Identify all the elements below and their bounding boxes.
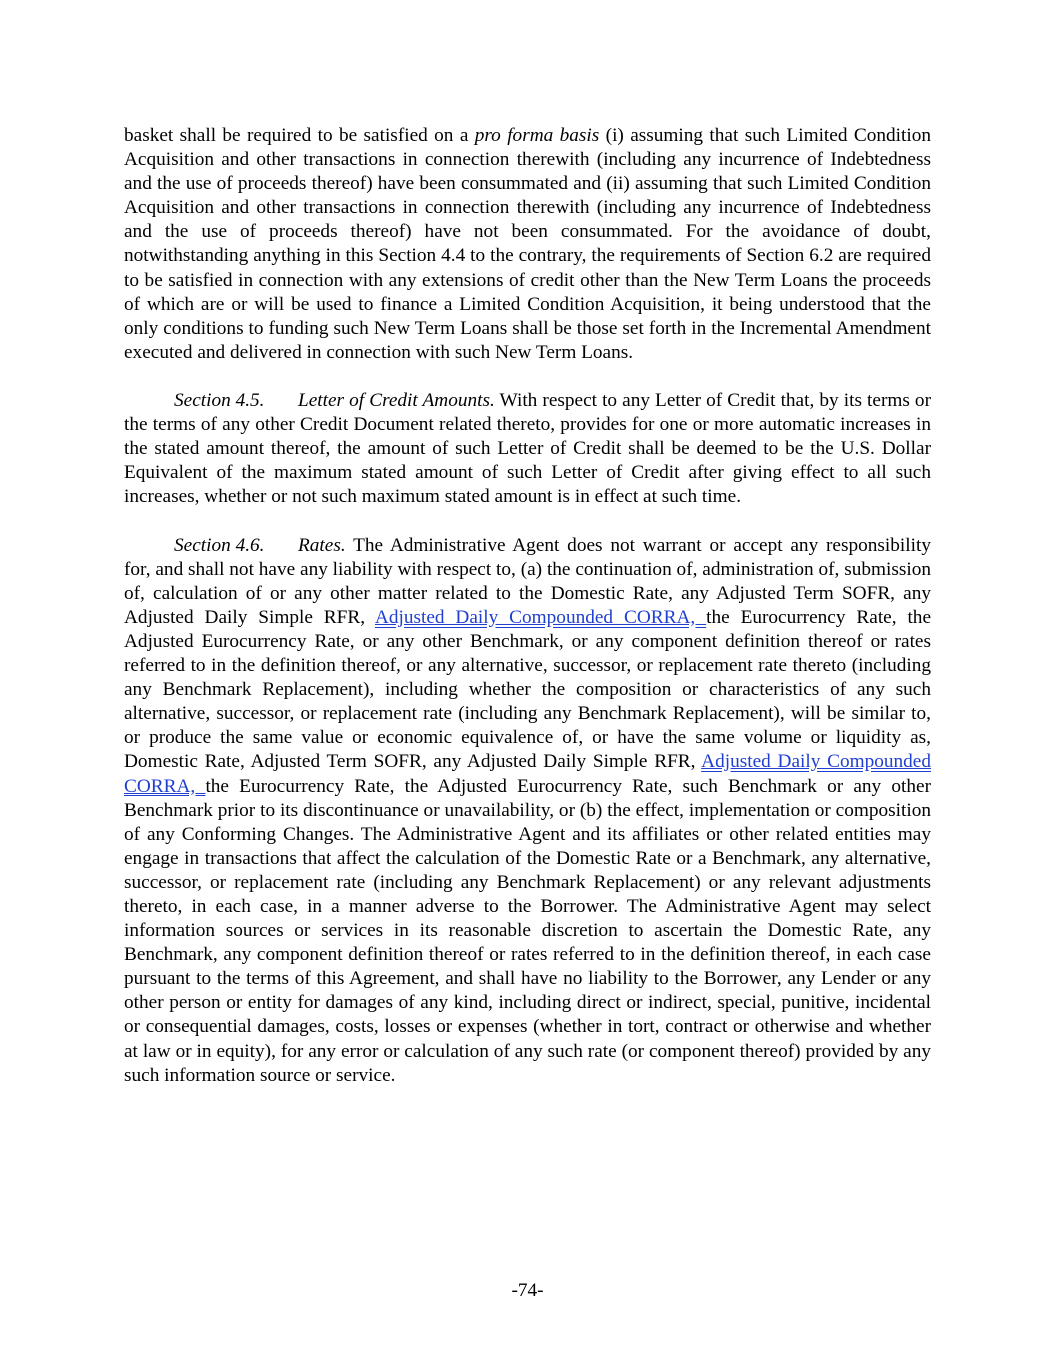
pro-forma-italic: pro forma basis [474, 125, 600, 146]
continuation-text-2: (i) assuming that such Limited Condition Acquisition and other transactions in connection therewith (including any incurrence of Indebtedness and the use of proceeds thereof) have been consummated and (ii) assuming that such Limited Condition Acquisition and other transactions in connection therewith (including any incurrence of Indebtedness and the use of proceeds thereof) have not been consummated. For the avoidance of doubt, notwithstanding anything in this Section 4.4 to the contrary, the requirements of Section 6.2 are required to be satisfied in connection with any extensions of credit other than the New Term Loans the proceeds of which are or will be used to finance a Limited Condition Acquisition, it being understood that the only conditions to funding such New Term Loans shall be those set forth in the Incremental Amendment executed and delivered in connection with such New Term Loans. [124, 125, 931, 363]
section-4-5-number: Section 4.5. [174, 390, 265, 412]
inserted-text-corra-2: Adjusted Daily Compounded CORRA, [124, 751, 931, 797]
section-4-6-paragraph [124, 534, 931, 1088]
section-4-6-body-1: The Administrative Agent does not warrant or accept any responsibility for, and shall not have any liability with respect to, (a) the continuation of, administration of, submission of, calculation of or any other matter related to the Domestic Rate, any Adjusted Term SOFR, any Adjusted Daily Simple RFR, [124, 534, 931, 628]
section-4-6-body-2: the Eurocurrency Rate, the Adjusted Eurocurrency Rate, or any other Benchmark, or any component definition thereof or rates referred to in the definition thereof, or any alternative, successor, or replacement rate thereto (including any Benchmark Replacement), including whether the composition or characteristics of any such alternative, successor, or replacement rate (including any Benchmark Replacement), will be similar to, or produce the same value or economic equivalence of, or have the same volume or liquidity as, Domestic Rate, Adjusted Term SOFR, any Adjusted Daily Simple RFR, [124, 606, 932, 773]
section-4-5-title: Letter of Credit Amounts. [298, 390, 495, 412]
section-4-5-body: With respect to any Letter of Credit that, by its terms or the terms of any other Credit Document related thereto, provides for one or more automatic increases in the stated amount thereof, the amount of such Letter of Credit shall be deemed to be the U.S. Dollar Equivalent of the maximum stated amount of such Letter of Credit after giving effect to all such increases, whether or not such maximum stated amount is in effect at such time. [124, 390, 931, 508]
page-number: -74- [511, 1280, 544, 1301]
document-page [124, 124, 931, 1112]
inserted-text-corra-1: Adjusted Daily Compounded CORRA, [374, 606, 707, 628]
continuation-paragraph [124, 124, 931, 365]
section-4-6-title: Rates. [298, 534, 346, 556]
section-4-5-paragraph [124, 389, 931, 509]
continuation-text-1: basket shall be required to be satisfied on a [124, 125, 475, 146]
section-4-6-number: Section 4.6. [174, 534, 265, 556]
section-4-6-body-3: the Eurocurrency Rate, the Adjusted Eurocurrency Rate, such Benchmark or any other Benchmark prior to its discontinuance or unavailability, or (b) the effect, implementation or composition of any Conforming Changes. The Administrative Agent and its affiliates or other related entities may engage in transactions that affect the calculation of the Domestic Rate or a Benchmark, any alternative, successor, or replacement rate (including any Benchmark Replacement) or any relevant adjustments thereto, in each case, in a manner adverse to the Borrower. The Administrative Agent may select information sources or services in its reasonable discretion to ascertain the Domestic Rate, any Benchmark, any component definition thereof or rates referred to in the definition thereof, in each case pursuant to the terms of this Agreement, and shall have no liability to the Borrower, any Lender or any other person or entity for damages of any kind, including direct or indirect, special, punitive, incidental or consequential damages, costs, losses or expenses (whether in tort, contract or otherwise and whether at law or in equity), for any error or calculation of any such rate (or component thereof) provided by any such information source or service. [124, 775, 931, 1086]
